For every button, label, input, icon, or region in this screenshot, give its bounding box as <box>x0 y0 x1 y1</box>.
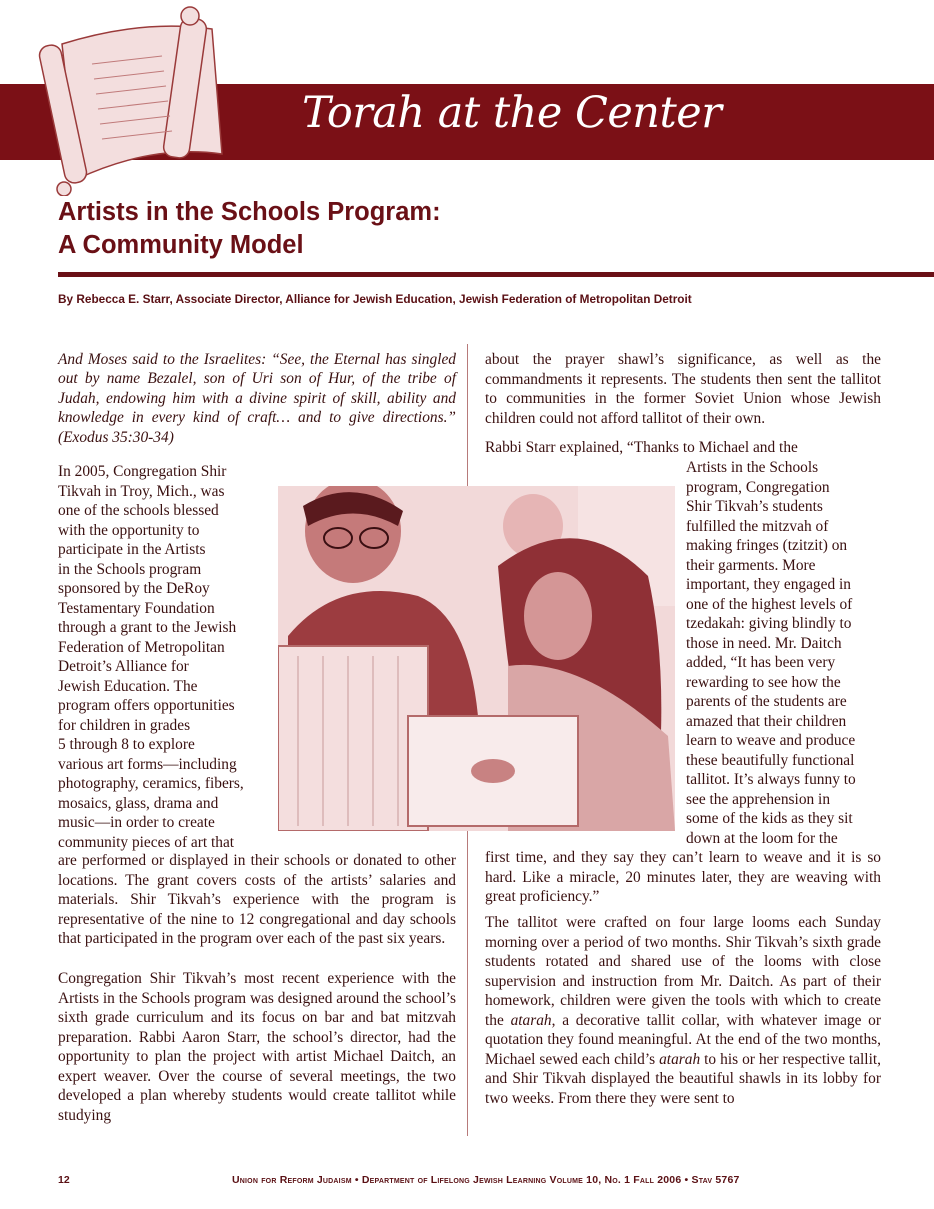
right-paragraph-2-continued: first time, and they say they can’t learn to weave and it is so hard. Like a miracle, 20 minutes later, they are weaving with great proficiency.” <box>485 849 881 905</box>
headline-line-2: A Community Model <box>58 231 304 259</box>
page-number: 12 <box>58 1174 70 1186</box>
right-paragraph-2-first-line: Rabbi Starr explained, “Thanks to Michael and the <box>485 439 798 456</box>
p3-text-c: to his or her respective tallit, and Shir Tikvah displayed the beautiful shawls in its lobby for two weeks. From there they were sent to <box>485 1050 881 1107</box>
right-paragraph-1: about the prayer shawl’s significance, as well as the commandments it represents. The students then sent the tallitot to communities in the former Soviet Union whose Jewish children could not afford tallitot of their own. <box>485 351 881 427</box>
wrap-line: music—in order to create <box>58 814 215 831</box>
epigraph: And Moses said to the Israelites: “See, the Eternal has singled out by name Bezalel, son of Uri son of Hur, of the tribe of Judah, endowing him with a divine spirit of skill, ability and knowledge in every kind of craft… and to give directions.” (Exodus 35:30-34) <box>58 351 456 446</box>
headline-line-1: Artists in the Schools Program: <box>58 198 441 226</box>
wrap-line: tzedakah: giving blindly to <box>686 615 852 632</box>
wrap-line: mosaics, glass, drama and <box>58 794 219 812</box>
wrap-line: down at the loom for the <box>686 829 838 847</box>
wrap-line: participate in the Artists <box>58 541 206 558</box>
wrap-line: 5 through 8 to explore <box>58 736 195 753</box>
wrap-line: their garments. More <box>686 556 816 574</box>
wrap-line: see the apprehension in <box>686 790 831 808</box>
wrap-line: fulfilled the mitzvah of <box>686 517 829 535</box>
p3-text-b: , a decorative tallit collar, with whatever image or quotation they found meaningful. At the end of the two months, Michael sewed each child’s <box>485 1011 882 1068</box>
section-title: Torah at the Center <box>302 88 722 138</box>
wrap-line: sponsored by the DeRoy <box>58 580 210 597</box>
atarah-term-2: atarah <box>659 1050 701 1068</box>
wrap-line: some of the kids as they sit <box>686 810 853 827</box>
wrap-line: program, Congregation <box>686 478 830 496</box>
wrap-line: rewarding to see how the <box>686 673 841 691</box>
wrap-line: photography, ceramics, fibers, <box>58 775 244 792</box>
wrap-line: in the Schools program <box>58 560 202 578</box>
wrap-line: In 2005, Congregation Shir <box>58 463 227 480</box>
headline-rule <box>58 272 934 277</box>
footer-publication-line: Union for Reform Judaism • Department of Lifelong Jewish Learning Volume 10, No. 1 Fall 2006 • Stav 5767 <box>232 1174 740 1186</box>
wrap-line: Testamentary Foundation <box>58 599 215 617</box>
wrap-line: these beautifully functional <box>686 751 855 769</box>
wrap-line: Tikvah in Troy, Mich., was <box>58 482 225 500</box>
p3-text-a: The tallitot were crafted on four large looms each Sunday morning over a period of two months. Shir Tikvah’s sixth grade students rotated and shared use of the looms with close supervision and instruction from Mr. Daitch. As part of their homework, children were given the tools with which to create the <box>485 914 881 1029</box>
left-column-wrap-text <box>58 462 263 852</box>
wrap-line: amazed that their children <box>686 712 847 730</box>
atarah-term-1: atarah <box>510 1011 552 1029</box>
left-paragraph-2: Congregation Shir Tikvah’s most recent experience with the Artists in the Schools program was designed around the school’s sixth grade curriculum and its focus on bar and bat mitzvah preparation. Rabbi Aaron Starr, the school’s director, had the opportunity to plan the project with artist Michael Daitch, an expert weaver. Over the course of several meetings, the two developed a plan whereby students would create tallitot while studying <box>58 970 456 1124</box>
left-paragraph-1-continued: are performed or displayed in their schools or donated to other locations. The grant covers costs of the artists’ salaries and materials. Shir Tikvah’s experience with the program is representative of the nine to 12 congregational and day schools that participated in the program over each of the past six years. <box>58 852 456 947</box>
wrap-line: community pieces of art that <box>58 833 235 851</box>
wrap-line: Artists in the Schools <box>686 459 819 476</box>
wrap-line: Jewish Education. The <box>58 677 198 695</box>
wrap-line: those in need. Mr. Daitch <box>686 634 842 652</box>
wrap-line: making fringes (tzitzit) on <box>686 537 848 554</box>
wrap-line: tallitot. It’s always funny to <box>686 771 856 788</box>
wrap-line: added, “It has been very <box>686 654 836 671</box>
classroom-weaving-photo <box>278 486 675 831</box>
wrap-line: learn to weave and produce <box>686 732 856 749</box>
wrap-line: Federation of Metropolitan <box>58 638 225 656</box>
wrap-line: various art forms—including <box>58 755 237 773</box>
article-headline <box>58 196 441 262</box>
wrap-line: program offers opportunities <box>58 697 235 714</box>
wrap-line: Shir Tikvah’s students <box>686 498 823 515</box>
wrap-line: Detroit’s Alliance for <box>58 658 189 675</box>
byline: By Rebecca E. Starr, Associate Director, Alliance for Jewish Education, Jewish Federation of Metropolitan Detroit <box>58 292 692 306</box>
wrap-line: one of the schools blessed <box>58 502 219 519</box>
wrap-line: parents of the students are <box>686 693 847 710</box>
wrap-line: with the opportunity to <box>58 521 200 539</box>
right-column-wrap-text <box>686 458 882 848</box>
right-paragraph-3 <box>485 913 881 1108</box>
wrap-line: for children in grades <box>58 716 191 734</box>
wrap-line: important, they engaged in <box>686 576 851 593</box>
wrap-line: one of the highest levels of <box>686 595 853 613</box>
torah-scroll-illustration <box>22 4 262 196</box>
wrap-line: through a grant to the Jewish <box>58 619 237 636</box>
